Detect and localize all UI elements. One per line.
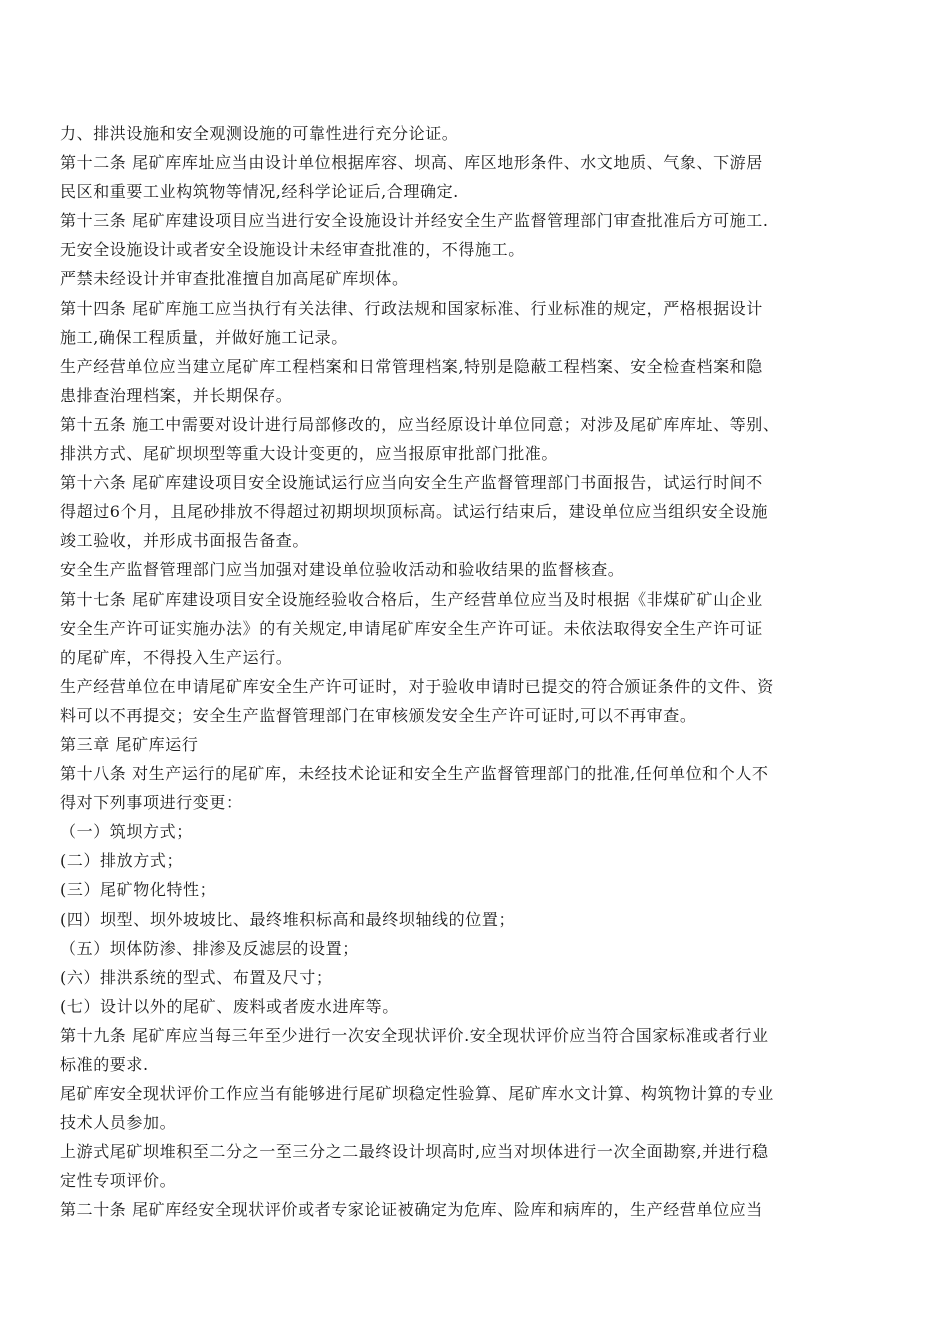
chapter-heading: 第三章 尾矿库运行: [60, 734, 199, 754]
text-line: 得超过6个月，且尾砂排放不得超过初期坝坝顶标高。试运行结束后，建设单位应当组织安全设施: [60, 502, 768, 522]
text-line: 料可以不再提交；安全生产监督管理部门在审核颁发安全生产许可证时,可以不再审查。: [60, 705, 697, 725]
text-line: 尾矿库安全现状评价工作应当有能够进行尾矿坝稳定性验算、尾矿库水文计算、构筑物计算的专业: [60, 1084, 774, 1104]
text-line: 定性专项评价。: [60, 1171, 177, 1191]
text-line: 第十五条 施工中需要对设计进行局部修改的，应当经原设计单位同意；对涉及尾矿库库址、等别、: [60, 414, 780, 434]
list-item: (六）排洪系统的型式、布置及尺寸；: [60, 967, 333, 987]
text-line: 严禁未经设计并审查批准擅自加高尾矿库坝体。: [60, 269, 409, 289]
list-item: (四）坝型、坝外坡坡比、最终堆积标高和最终坝轴线的位置；: [60, 909, 516, 929]
text-line: 上游式尾矿坝堆积至二分之一至三分之二最终设计坝高时,应当对坝体进行一次全面勘察,并进行稳: [60, 1142, 769, 1162]
text-line: 第二十条 尾矿库经安全现状评价或者专家论证被确定为危库、险库和病库的，生产经营单位应当: [60, 1200, 763, 1220]
text-line: 技术人员参加。: [60, 1113, 177, 1133]
text-line: 标准的要求.: [60, 1055, 149, 1074]
text-line: 安全生产监督管理部门应当加强对建设单位验收活动和验收结果的监督核查。: [60, 560, 625, 580]
text-line: 施工,确保工程质量，并做好施工记录。: [60, 327, 348, 347]
text-line: 竣工验收，并形成书面报告备查。: [60, 531, 310, 551]
text-line: 力、排洪设施和安全观测设施的可靠性进行充分论证。: [60, 124, 459, 143]
list-item: (七）设计以外的尾矿、废料或者废水进库等。: [60, 996, 399, 1016]
list-item: (二）排放方式；: [60, 851, 184, 871]
text-line: 的尾矿库，不得投入生产运行。: [60, 647, 293, 667]
text-line: 民区和重要工业构筑物等情况,经科学论证后,合理确定.: [60, 182, 459, 202]
text-line: 生产经营单位在申请尾矿库安全生产许可证时，对于验收申请时已提交的符合颁证条件的文件、资: [60, 676, 774, 696]
list-item: (三）尾矿物化特性；: [60, 880, 217, 900]
text-line: 第十九条 尾矿库应当每三年至少进行一次安全现状评价.安全现状评价应当符合国家标准或者行业: [60, 1025, 769, 1045]
text-line: 第十八条 对生产运行的尾矿库，未经技术论证和安全生产监督管理部门的批准,任何单位和个人不: [60, 764, 769, 784]
text-line: 得对下列事项进行变更：: [60, 793, 243, 813]
text-line: 安全生产许可证实施办法》的有关规定,申请尾矿库安全生产许可证。未依法取得安全生产许可证: [60, 618, 763, 638]
list-item: （五）坝体防渗、排渗及反滤层的设置；: [60, 938, 359, 958]
text-line: 生产经营单位应当建立尾矿库工程档案和日常管理档案,特别是隐蔽工程档案、安全检查档案和隐: [60, 356, 763, 376]
text-line: 第十四条 尾矿库施工应当执行有关法律、行政法规和国家标准、行业标准的规定，严格根据设计: [60, 298, 763, 318]
text-line: 排洪方式、尾矿坝坝型等重大设计变更的，应当报原审批部门批准。: [60, 444, 559, 464]
document-body: [60, 119, 890, 1225]
text-line: 第十七条 尾矿库建设项目安全设施经验收合格后，生产经营单位应当及时根据《非煤矿矿山企业: [60, 589, 763, 609]
text-line: 第十二条 尾矿库库址应当由设计单位根据库容、坝高、库区地形条件、水文地质、气象、下游居: [60, 153, 763, 173]
text-line: 第十六条 尾矿库建设项目安全设施试运行应当向安全生产监督管理部门书面报告，试运行时间不: [60, 473, 763, 493]
text-line: 无安全设施设计或者安全设施设计未经审查批准的，不得施工。: [60, 240, 525, 260]
text-line: 患排查治理档案，并长期保存。: [60, 385, 293, 405]
list-item: （一）筑坝方式；: [60, 822, 193, 842]
text-line: 第十三条 尾矿库建设项目应当进行安全设施设计并经安全生产监督管理部门审查批准后方可施工.: [60, 211, 769, 231]
